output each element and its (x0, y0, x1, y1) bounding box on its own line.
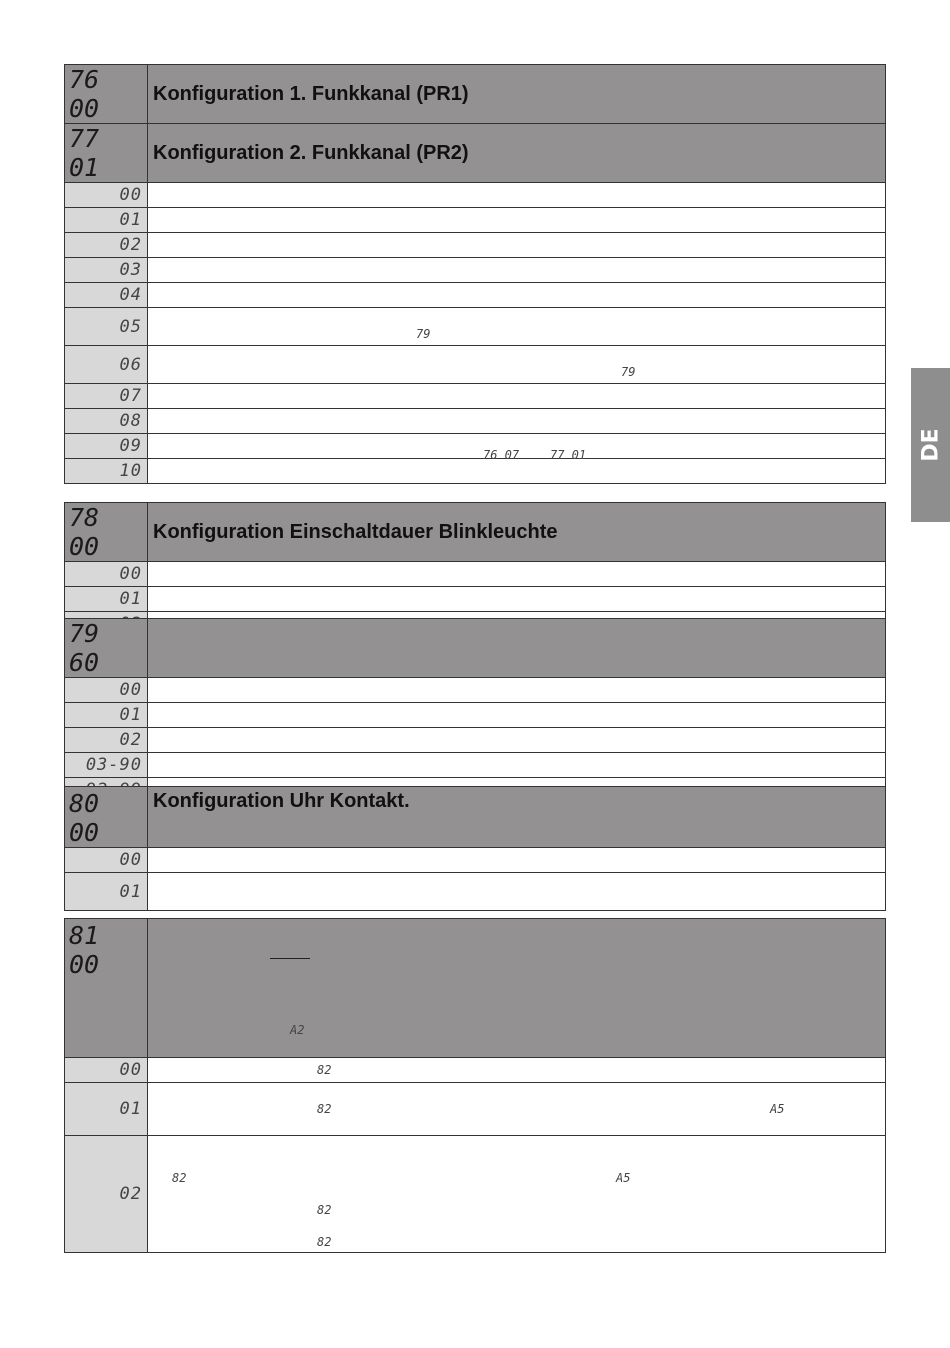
underline-mark (270, 958, 310, 959)
table-row (65, 1058, 886, 1083)
option-description (148, 308, 886, 346)
option-code: 01 (65, 1083, 148, 1136)
option-code: 08 (65, 409, 148, 434)
parameter-code: 77 01 (65, 124, 148, 183)
option-description (148, 346, 886, 384)
parameter-code: 76 00 (65, 65, 148, 124)
table-row (65, 409, 886, 434)
table-header-row (65, 619, 886, 678)
table-row (65, 283, 886, 308)
table-row (65, 459, 886, 484)
parameter-reference: A5 (770, 1102, 785, 1116)
option-description (148, 183, 886, 208)
table-row (65, 208, 886, 233)
note-reference: 76 07 (483, 448, 520, 462)
parameter-code: 78 00 (65, 503, 148, 562)
option-code: 00 (65, 678, 148, 703)
option-code: 01 (65, 208, 148, 233)
clock-contact-config-table (64, 786, 886, 911)
option-description (148, 753, 886, 778)
option-description (148, 208, 886, 233)
table-row (65, 848, 886, 873)
option-description (148, 1136, 886, 1253)
parameter-reference: 82 (317, 1203, 332, 1217)
option-code: 07 (65, 384, 148, 409)
parameter-reference: 82 (317, 1102, 332, 1116)
option-code: 00 (65, 562, 148, 587)
option-description (148, 233, 886, 258)
parameter-title: Konfiguration Einschaltdauer Blinkleuchte (148, 503, 886, 562)
parameter-code: 81 00 (65, 919, 148, 1058)
parameter-reference: 79 (416, 327, 431, 341)
option-code: 02 (65, 1136, 148, 1253)
table-row (65, 678, 886, 703)
language-tab-label: DE (918, 428, 943, 462)
flasher-config-table (64, 502, 886, 637)
parameter-reference: A5 (616, 1171, 631, 1185)
table-row (65, 562, 886, 587)
table-header-row (65, 503, 886, 562)
note-reference: 77 01 (550, 448, 587, 462)
table-row (65, 233, 886, 258)
option-description (148, 562, 886, 587)
parameter-description (148, 919, 886, 1058)
option-description (148, 587, 886, 612)
option-description (148, 459, 886, 484)
parameter-81-table (64, 918, 886, 1253)
parameter-reference: A2 (290, 1023, 305, 1037)
parameter-79-table (64, 618, 886, 803)
parameter-reference: 79 (621, 365, 636, 379)
option-code: 05 (65, 308, 148, 346)
parameter-code: 80 00 (65, 787, 148, 848)
table-row (65, 434, 886, 459)
option-code: 00 (65, 848, 148, 873)
parameter-reference: 82 (172, 1171, 187, 1185)
option-code: 03 (65, 258, 148, 283)
option-code: 04 (65, 283, 148, 308)
table-row (65, 258, 886, 283)
option-description (148, 848, 886, 873)
parameter-title: Konfiguration Uhr Kontakt. (148, 787, 886, 848)
option-code: 00 (65, 1058, 148, 1083)
option-description (148, 1058, 886, 1083)
radio-channel-config-table (64, 64, 886, 484)
option-description (148, 384, 886, 409)
table-row (65, 1083, 886, 1136)
option-code: 01 (65, 873, 148, 911)
option-code: 01 (65, 703, 148, 728)
table-row (65, 728, 886, 753)
parameter-reference: 82 (317, 1063, 332, 1077)
parameter-title: Konfiguration 1. Funkkanal (PR1) (148, 65, 886, 124)
option-code: 02 (65, 233, 148, 258)
option-code: 02 (65, 728, 148, 753)
option-code: 10 (65, 459, 148, 484)
option-code: 06 (65, 346, 148, 384)
table-row (65, 308, 886, 346)
option-description (148, 703, 886, 728)
table-row (65, 753, 886, 778)
option-code: 01 (65, 587, 148, 612)
table-row (65, 384, 886, 409)
option-description (148, 283, 886, 308)
option-code: 03-90 (65, 753, 148, 778)
option-code: 09 (65, 434, 148, 459)
parameter-code: 79 60 (65, 619, 148, 678)
table-header-row (65, 124, 886, 183)
language-tab (911, 368, 950, 522)
parameter-title (148, 619, 886, 678)
parameter-title: Konfiguration 2. Funkkanal (PR2) (148, 124, 886, 183)
table-row (65, 873, 886, 911)
option-description (148, 409, 886, 434)
table-header-row (65, 65, 886, 124)
table-row (65, 1136, 886, 1253)
option-description (148, 258, 886, 283)
option-description (148, 678, 886, 703)
option-description (148, 873, 886, 911)
table-row (65, 346, 886, 384)
table-row (65, 587, 886, 612)
table-header-row (65, 919, 886, 1058)
table-row (65, 183, 886, 208)
option-code: 00 (65, 183, 148, 208)
option-description (148, 1083, 886, 1136)
option-description (148, 728, 886, 753)
table-header-row (65, 787, 886, 848)
parameter-reference: 82 (317, 1235, 332, 1249)
table-row (65, 703, 886, 728)
